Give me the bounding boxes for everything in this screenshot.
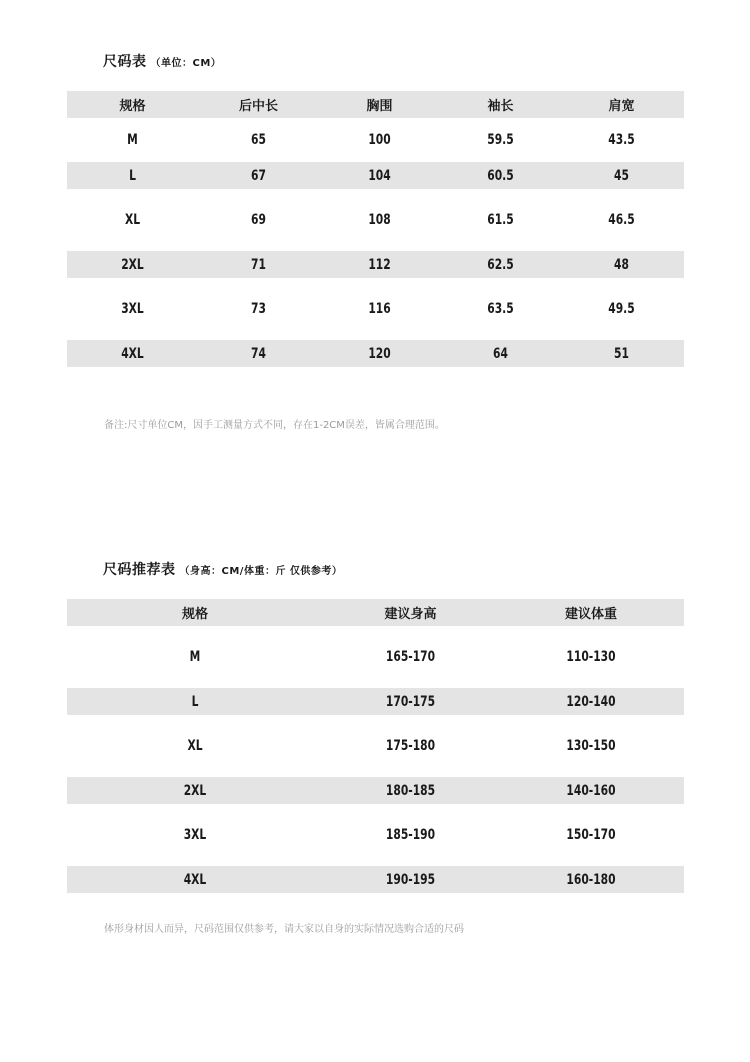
table-cell: 67 <box>251 167 266 184</box>
size-chart-title-text: 尺码表 <box>103 54 147 70</box>
recommend-chart-unit: （身高：CM/体重：斤 仅供参考） <box>179 566 343 577</box>
header-cell: 规格 <box>119 99 146 114</box>
table-cell: 51 <box>614 345 629 362</box>
table-cell: 3XL <box>183 827 207 843</box>
recommend-chart-header-row <box>67 599 684 626</box>
header-cell: 胸围 <box>366 99 393 114</box>
table-cell: 110-130 <box>566 649 616 665</box>
table-cell: 175-180 <box>385 738 436 754</box>
size-chart-header-row <box>67 91 684 118</box>
size-chart-table <box>67 91 684 367</box>
table-row <box>67 251 684 278</box>
header-cell: 规格 <box>181 607 208 622</box>
header-cell: 建议身高 <box>384 607 437 622</box>
table-cell: 45 <box>614 167 629 184</box>
table-cell: 63.5 <box>487 301 514 317</box>
table-cell: 46.5 <box>608 212 635 228</box>
table-cell: L <box>191 693 199 710</box>
table-row <box>67 278 684 340</box>
table-cell: 64 <box>493 345 508 362</box>
table-cell: 180-185 <box>385 782 436 799</box>
table-row <box>67 804 684 866</box>
table-cell: 190-195 <box>385 871 436 888</box>
table-cell: 74 <box>251 345 266 362</box>
header-cell: 建议体重 <box>564 607 617 622</box>
table-cell: 150-170 <box>566 827 616 843</box>
table-cell: 2XL <box>121 256 144 273</box>
table-cell: 59.5 <box>487 132 514 148</box>
table-cell: 185-190 <box>385 827 436 843</box>
table-cell: 165-170 <box>385 649 436 665</box>
size-chart-unit: （单位：CM） <box>150 58 222 69</box>
table-cell: 120 <box>368 345 391 362</box>
recommend-chart-note: 体形身材因人而异，尺码范围仅供参考，请大家以自身的实际情况选购合适的尺码 <box>104 924 464 935</box>
table-cell: 48 <box>614 256 629 273</box>
table-cell: 104 <box>368 167 391 184</box>
table-cell: 69 <box>251 212 266 228</box>
table-cell: 112 <box>368 256 391 273</box>
table-cell: 160-180 <box>566 871 616 888</box>
recommend-chart-title <box>103 559 342 579</box>
table-cell: 60.5 <box>487 167 514 184</box>
table-row <box>67 189 684 251</box>
table-row <box>67 162 684 189</box>
table-cell: XL <box>124 212 141 228</box>
table-cell: 73 <box>251 301 266 317</box>
table-cell: 62.5 <box>487 256 514 273</box>
table-cell: 130-150 <box>566 738 616 754</box>
table-row <box>67 340 684 367</box>
table-cell: 49.5 <box>608 301 635 317</box>
table-cell: 2XL <box>183 782 207 799</box>
table-cell: 100 <box>368 132 391 148</box>
table-row <box>67 866 684 893</box>
table-cell: XL <box>187 738 203 754</box>
table-cell: 108 <box>368 212 391 228</box>
table-cell: 71 <box>251 256 266 273</box>
table-cell: 140-160 <box>566 782 616 799</box>
table-cell: M <box>189 649 201 665</box>
table-cell: 61.5 <box>487 212 514 228</box>
table-cell: M <box>127 132 138 148</box>
table-row <box>67 688 684 715</box>
table-row <box>67 626 684 688</box>
table-cell: 4XL <box>121 345 144 362</box>
table-cell: 120-140 <box>566 693 616 710</box>
table-row <box>67 777 684 804</box>
header-cell: 肩宽 <box>608 99 635 114</box>
table-cell: L <box>129 167 136 184</box>
recommend-chart-table <box>67 599 684 893</box>
table-cell: 43.5 <box>608 132 635 148</box>
table-row <box>67 118 684 162</box>
header-cell: 后中长 <box>238 99 278 114</box>
table-cell: 116 <box>368 301 391 317</box>
table-row <box>67 715 684 777</box>
table-cell: 170-175 <box>385 693 436 710</box>
size-chart-title <box>103 51 221 71</box>
table-cell: 4XL <box>183 871 207 888</box>
table-cell: 65 <box>251 132 266 148</box>
header-cell: 袖长 <box>487 99 514 114</box>
recommend-chart-title-text: 尺码推荐表 <box>103 562 176 578</box>
table-cell: 3XL <box>121 301 144 317</box>
size-chart-note: 备注:尺寸单位CM，因手工测量方式不同，存在1-2CM误差，皆属合理范围。 <box>104 420 445 431</box>
